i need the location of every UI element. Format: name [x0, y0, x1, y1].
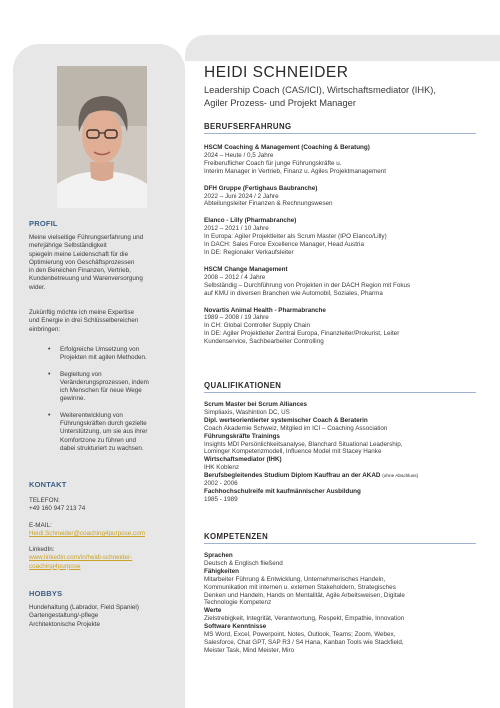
experience-entry: DFH Gruppe (Fertighaus Baubranche) 2022 – Juni 2024 / 2 Jahre Abteilungsleiter Finanzen & Rechnungswesen [204, 184, 333, 208]
linkedin-label: LinkedIn: [29, 546, 55, 554]
experience-section [204, 122, 476, 346]
email-label: E-MAIL: [29, 521, 52, 529]
qualification-entry: Dipl. werteorientierter systemischer Coach & Beraterin Coach Akademie Schweiz, Mitglied im ICI – Coaching Association [204, 416, 388, 432]
profile-intro: Meine vielseitige Führungserfahrung und mehrjährige Selbständigkeit spiegeln meine Leidenschaft für die Optimierung von Geschäftsprozessen in den Bereichen Finanzen, Vertrieb, Kundenbetreuung und Warenversorgung wider. [29, 234, 144, 291]
email-link[interactable]: Heidi.Schneider@coaching4purpose.com [29, 529, 145, 537]
profile-future: Zukünftig möchte ich meine Expertise und Energie in drei Schlüsselbereichen einbringen: [29, 309, 139, 333]
competency-entry: Werte Zielstrebigkeit, Integrität, Verantwortung, Respekt, Empathie, Innovation [204, 607, 405, 623]
competency-entry: Sprachen Deutsch & Englisch fließend [204, 552, 283, 567]
list-item: • Erfolgreiche Umsetzung von Projekten mit agilen Methoden. [29, 346, 179, 363]
competency-entry: Software Kenntnisse MS Word, Excel, Powerpoint, Notes, Outlook, Teams; Zoom, Webex, Salesforce, Chat GPT, SAP R3 / S4 Hana, Kanban Tools wie Stackfield, Meister Task, Mind Meister, Miro [204, 623, 404, 654]
header-decoration [185, 35, 500, 61]
qualification-entry: Berufsbegleitendes Studium Diplom Kauffrau an der AKAD (ohne Abschluss) 2002 - 2006 [204, 472, 419, 488]
competencies-section [204, 532, 476, 655]
qualification-entry: Wirtschaftsmediator (IHK) IHK Koblenz [204, 456, 282, 472]
experience-entry: HSCM Change Management 2008 – 2012 / 4 Jahre Selbständig – Durchführung von Projekten in der DACH Region mit Fokus auf KMU in diversen Branchen wie Automobil, Soziales, Pharma [204, 265, 411, 297]
profile-bullet-list [29, 346, 179, 461]
profile-photo [57, 66, 147, 208]
qualifications-section [204, 381, 476, 504]
profile-title: PROFIL [29, 219, 58, 228]
phone-value: +49 160 947 213 74 [29, 505, 86, 513]
qualification-entry: Scrum Master bei Scrum Alliances Simpliaxis, Washintion DC, US [204, 401, 308, 416]
linkedin-link[interactable]: www.linkedin.com/in/heidi-schneider- coaching4purpose [29, 554, 133, 570]
list-item: • Weiterentwicklung von Führungskräften durch gezielte Unterstützung, um sie aus ihrer Komfortzone zu führen und dabei strukturiert zu wachsen. [29, 412, 179, 453]
experience-entry: Elanco - Lilly (Pharmabranche) 2012 – 2021 / 10 Jahre In Europa: Agiler Projektleiter als Scrum Master (IPO Elanco/Lilly) In DACH: Sales Force Excellence Manager, Head Austria In DE: Regionaler Verkaufsleiter [204, 217, 387, 256]
list-item: • Begleitung von Veränderungsprozessen, indem ich Menschen für neue Wege gewinne. [29, 371, 179, 404]
experience-title: BERUFSERFAHRUNG [204, 122, 476, 134]
person-subtitle: Leadership Coach (CAS/ICI), Wirtschaftsmediator (IHK), Agiler Prozess- und Projekt Manager [204, 85, 436, 108]
contact-title: KONTAKT [29, 480, 67, 489]
competency-entry: Fähigkeiten Mitarbeiter Führung & Entwicklung, Unternehmerisches Handeln, Kommunikation mit internen u. externen Stakeholdern, Strategisches Denken und Handeln, Hands on Mentalität, Agile Arbeitsweisen, Digitale Technologie Kompetenz [204, 567, 405, 607]
competencies-title: KOMPETENZEN [204, 532, 476, 544]
experience-entry: Novartis Animal Health - Pharmabranche 1989 – 2008 / 19 Jahre In CH: Global Controller Supply Chain In DE: Agiler Projektleiter Zentral Europa, Finanzleiter/Prokurist, Leiter Kundenservice, Sachbearbeiter Controlling [204, 306, 400, 346]
qualification-entry: Fachhochschulreife mit kaufmännischer Ausbildung 1985 - 1989 [204, 487, 361, 503]
hobbies-list: Hundehaltung (Labrador, Field Spaniel) Gartengestaltung/-pflege Architektonische Projekte [29, 604, 139, 628]
experience-entry: HSCM Coaching & Management (Coaching & Beratung) 2024 – Heute / 0,5 Jahre Freiberuflicher Coach für junge Führungskräfte u. Interim Manager in Vertrieb, Finanz u. Agiles Projektmanagement [204, 144, 387, 175]
phone-label: TELEFON: [29, 497, 60, 504]
qualifications-title: QUALIFIKATIONEN [204, 381, 476, 393]
contact-info [29, 497, 179, 571]
qualification-entry: Führungskräfte Trainings Insights MDI Persönlichkeitsanalyse, Blanchard Situational Leadership, Lominger Kompetenzmodell, Influence Model mit Stacey Hanke [204, 432, 403, 456]
person-name: HEIDI SCHNEIDER [204, 64, 349, 81]
hobbies-title: HOBBYS [29, 589, 63, 598]
